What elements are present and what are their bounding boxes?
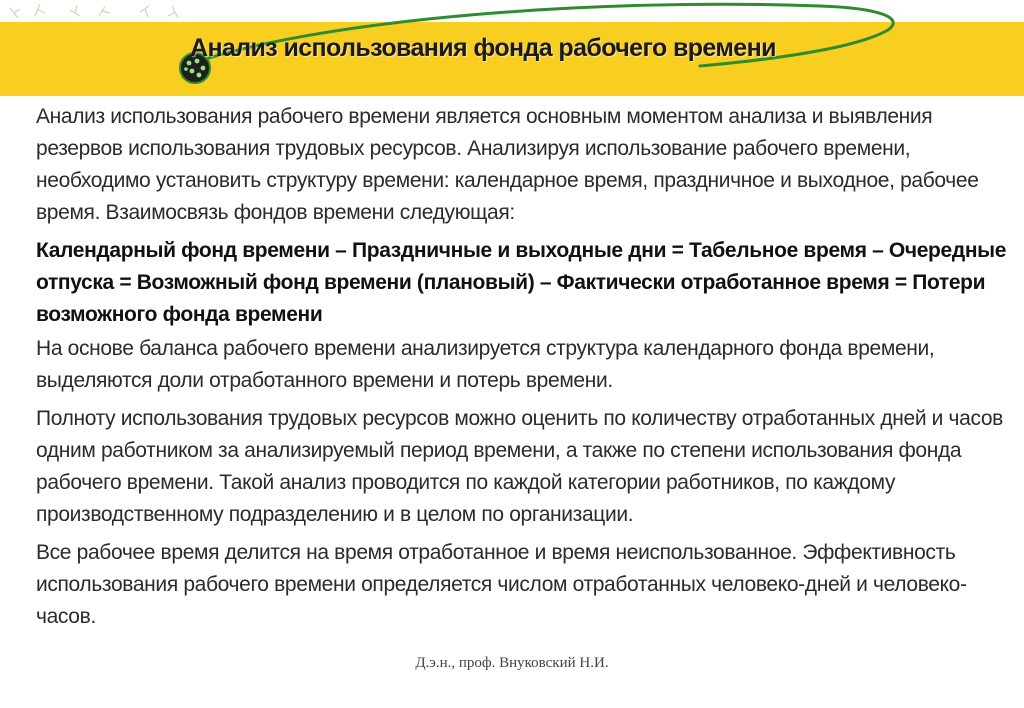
slide-title: Анализ использования фонда рабочего времени <box>190 34 776 62</box>
paragraph-intro: Анализ использования рабочего времени является основным моментом анализа и выявления резервов использования трудовых ресурсов. Анализируя использование рабочего времени, необходимо установить структуру времени: календарное время, праздничное и выходное, рабочее время. Взаимосвязь фондов времени следующая: <box>36 105 979 224</box>
paragraph-formula: Календарный фонд времени – Праздничные и выходные дни = Табельное время – Очередные отпуска = Возможный фонд времени (плановый) – Фактически отработанное время = Потери возможного фонда времени <box>36 239 1007 326</box>
author-footer: Д.э.н., проф. Внуковский Н.И. <box>415 655 609 671</box>
paragraph-efficiency: Все рабочее время делится на время отработанное и время неиспользованное. Эффективность использования рабочего времени определяется числом отработанных человеко-дней и человеко-часов. <box>36 541 967 628</box>
paragraph-balance: На основе баланса рабочего времени анализируется структура календарного фонда времени, выделяются доли отработанного времени и потерь времени. <box>36 337 935 392</box>
slide-body <box>36 101 1011 639</box>
paragraph-completeness: Полноту использования трудовых ресурсов можно оценить по количеству отработанных дней и часов одним работником за анализируемый период времени, а также по степени использования фонда рабочего времени. Такой анализ проводится по каждой категории работников, по каждому производственному подразделению и в целом по организации. <box>36 407 1003 526</box>
